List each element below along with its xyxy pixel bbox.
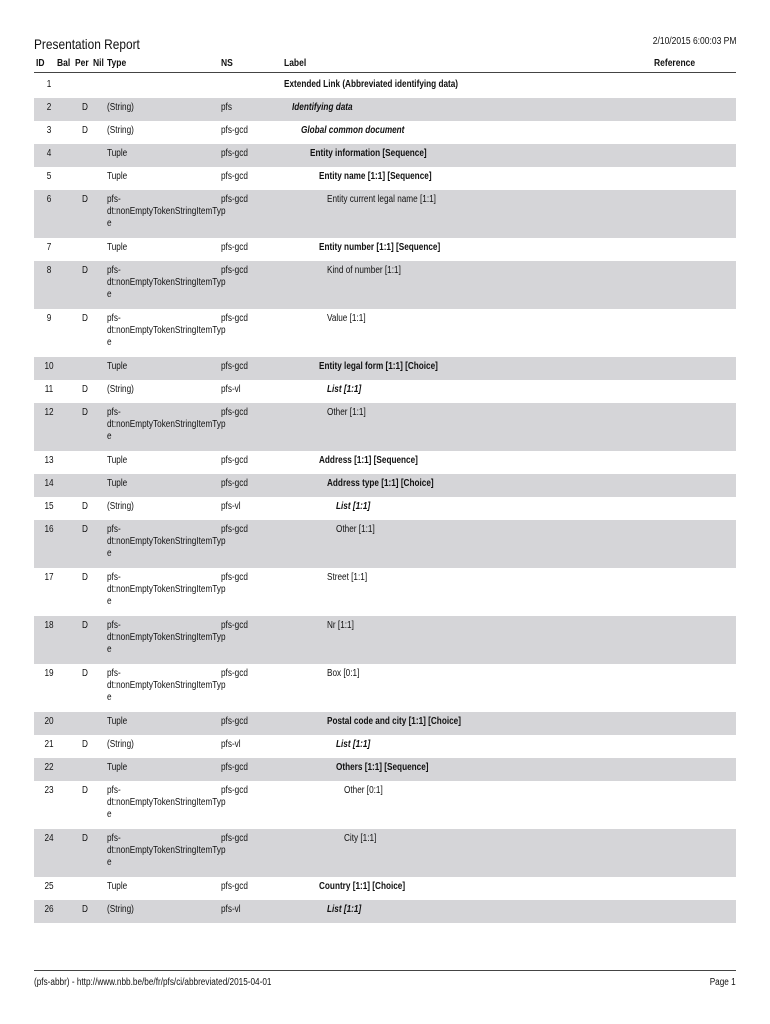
table-row — [34, 98, 736, 121]
col-header-nil: Nil — [93, 58, 104, 69]
row-type: Tuple — [107, 361, 128, 372]
row-id: 12 — [44, 407, 54, 418]
table-row — [34, 121, 736, 144]
row-id: 19 — [44, 668, 54, 679]
row-id: 2 — [46, 102, 52, 113]
row-type: pfs- dt:nonEmptyTokenStringItemTyp e — [107, 668, 226, 703]
row-bal: D — [82, 384, 88, 395]
row-label: Value [1:1] — [327, 313, 366, 324]
row-id: 17 — [44, 572, 54, 583]
table-row — [34, 781, 736, 829]
row-label: Nr [1:1] — [327, 620, 354, 631]
row-ns: pfs-gcd — [221, 524, 248, 535]
table-row — [34, 144, 736, 167]
row-id: 23 — [44, 785, 54, 796]
row-type: pfs- dt:nonEmptyTokenStringItemTyp e — [107, 785, 226, 820]
row-id: 11 — [44, 384, 54, 395]
row-bal: D — [82, 668, 88, 679]
row-type: Tuple — [107, 881, 128, 892]
row-type: Tuple — [107, 716, 128, 727]
table-row — [34, 190, 736, 238]
row-label: Address [1:1] [Sequence] — [319, 455, 418, 466]
row-bal: D — [82, 739, 88, 750]
row-ns: pfs-gcd — [221, 668, 248, 679]
table-row — [34, 568, 736, 616]
row-type: (String) — [107, 739, 134, 750]
report-timestamp: 2/10/2015 6:00:03 PM — [652, 36, 736, 47]
table-row — [34, 877, 736, 900]
row-bal: D — [82, 572, 88, 583]
row-label: Extended Link (Abbreviated identifying data) — [284, 79, 459, 90]
report-table-body — [34, 75, 736, 923]
row-bal: D — [82, 501, 88, 512]
row-ns: pfs-gcd — [221, 194, 248, 205]
row-type: Tuple — [107, 171, 128, 182]
row-id: 3 — [46, 125, 52, 136]
table-row — [34, 520, 736, 568]
row-ns: pfs-vl — [221, 501, 241, 512]
row-label: Entity current legal name [1:1] — [327, 194, 436, 205]
row-ns: pfs-gcd — [221, 265, 248, 276]
row-type: pfs- dt:nonEmptyTokenStringItemTyp e — [107, 194, 226, 229]
row-id: 4 — [46, 148, 52, 159]
row-ns: pfs-gcd — [221, 881, 248, 892]
col-header-ns: NS — [221, 58, 233, 69]
row-ns: pfs-gcd — [221, 572, 248, 583]
row-label: Country [1:1] [Choice] — [319, 881, 406, 892]
row-ns: pfs-vl — [221, 739, 241, 750]
row-type: pfs- dt:nonEmptyTokenStringItemTyp e — [107, 833, 226, 868]
header-divider — [34, 72, 736, 73]
table-row — [34, 829, 736, 877]
row-id: 10 — [44, 361, 54, 372]
row-ns: pfs-gcd — [221, 242, 248, 253]
footer-divider — [34, 970, 736, 971]
table-row — [34, 735, 736, 758]
footer-page-number: Page 1 — [710, 977, 736, 988]
row-label: Postal code and city [1:1] [Choice] — [327, 716, 461, 727]
row-bal: D — [82, 904, 88, 915]
row-type: pfs- dt:nonEmptyTokenStringItemTyp e — [107, 407, 226, 442]
row-id: 14 — [44, 478, 54, 489]
row-bal: D — [82, 620, 88, 631]
row-ns: pfs-gcd — [221, 833, 248, 844]
row-label: Kind of number [1:1] — [327, 265, 401, 276]
row-id: 24 — [44, 833, 54, 844]
row-bal: D — [82, 833, 88, 844]
table-header — [34, 58, 736, 72]
row-ns: pfs — [221, 102, 232, 113]
table-row — [34, 167, 736, 190]
table-row — [34, 616, 736, 664]
row-ns: pfs-gcd — [221, 361, 248, 372]
row-type: (String) — [107, 384, 134, 395]
row-label: List [1:1] — [336, 739, 371, 750]
row-ns: pfs-gcd — [221, 455, 248, 466]
row-bal: D — [82, 194, 88, 205]
row-label: Street [1:1] — [327, 572, 368, 583]
row-id: 13 — [44, 455, 54, 466]
row-id: 6 — [46, 194, 52, 205]
row-type: Tuple — [107, 762, 128, 773]
row-type: pfs- dt:nonEmptyTokenStringItemTyp e — [107, 620, 226, 655]
table-row — [34, 900, 736, 923]
table-row — [34, 309, 736, 357]
table-row — [34, 474, 736, 497]
table-row — [34, 497, 736, 520]
row-type: (String) — [107, 501, 134, 512]
row-id: 16 — [44, 524, 54, 535]
row-type: Tuple — [107, 478, 128, 489]
footer-source: (pfs-abbr) - http://www.nbb.be/be/fr/pfs/ci/abbreviated/2015-04-01 — [34, 977, 272, 988]
row-type: pfs- dt:nonEmptyTokenStringItemTyp e — [107, 265, 226, 300]
row-bal: D — [82, 125, 88, 136]
row-bal: D — [82, 785, 88, 796]
row-id: 20 — [44, 716, 54, 727]
row-label: Entity number [1:1] [Sequence] — [319, 242, 441, 253]
row-label: List [1:1] — [336, 501, 371, 512]
col-header-per: Per — [75, 58, 89, 69]
table-row — [34, 758, 736, 781]
row-id: 25 — [44, 881, 54, 892]
row-label: List [1:1] — [327, 904, 362, 915]
row-label: City [1:1] — [344, 833, 377, 844]
row-ns: pfs-gcd — [221, 478, 248, 489]
row-type: Tuple — [107, 242, 128, 253]
row-type: pfs- dt:nonEmptyTokenStringItemTyp e — [107, 313, 226, 348]
table-row — [34, 712, 736, 735]
col-header-type: Type — [107, 58, 127, 69]
table-row — [34, 357, 736, 380]
row-label: List [1:1] — [327, 384, 362, 395]
row-type: Tuple — [107, 148, 128, 159]
col-header-label: Label — [284, 58, 307, 69]
row-id: 8 — [46, 265, 52, 276]
page-title: Presentation Report — [34, 36, 140, 52]
table-row — [34, 238, 736, 261]
row-id: 22 — [44, 762, 54, 773]
row-label: Global common document — [301, 125, 405, 136]
row-label: Other [0:1] — [344, 785, 383, 796]
table-row — [34, 261, 736, 309]
row-bal: D — [82, 102, 88, 113]
row-type: (String) — [107, 102, 134, 113]
row-type: pfs- dt:nonEmptyTokenStringItemTyp e — [107, 524, 226, 559]
table-row — [34, 451, 736, 474]
row-ns: pfs-gcd — [221, 125, 248, 136]
row-id: 26 — [44, 904, 54, 915]
row-type: Tuple — [107, 455, 128, 466]
row-type: (String) — [107, 125, 134, 136]
table-row — [34, 380, 736, 403]
row-id: 18 — [44, 620, 54, 631]
row-bal: D — [82, 407, 88, 418]
table-row — [34, 664, 736, 712]
row-label: Entity legal form [1:1] [Choice] — [319, 361, 438, 372]
row-label: Entity name [1:1] [Sequence] — [319, 171, 432, 182]
col-header-bal: Bal — [57, 58, 71, 69]
row-ns: pfs-gcd — [221, 171, 248, 182]
row-label: Others [1:1] [Sequence] — [336, 762, 429, 773]
row-ns: pfs-gcd — [221, 148, 248, 159]
row-type: (String) — [107, 904, 134, 915]
row-label: Other [1:1] — [327, 407, 366, 418]
table-row — [34, 75, 736, 98]
row-label: Address type [1:1] [Choice] — [327, 478, 434, 489]
row-id: 9 — [46, 313, 52, 324]
row-bal: D — [82, 313, 88, 324]
row-id: 15 — [44, 501, 54, 512]
row-ns: pfs-gcd — [221, 762, 248, 773]
row-ns: pfs-gcd — [221, 313, 248, 324]
row-id: 21 — [44, 739, 54, 750]
row-ns: pfs-gcd — [221, 716, 248, 727]
row-ns: pfs-gcd — [221, 785, 248, 796]
row-type: pfs- dt:nonEmptyTokenStringItemTyp e — [107, 572, 226, 607]
row-id: 7 — [46, 242, 52, 253]
col-header-reference: Reference — [654, 58, 696, 69]
row-label: Box [0:1] — [327, 668, 360, 679]
row-id: 5 — [46, 171, 52, 182]
row-ns: pfs-vl — [221, 384, 241, 395]
table-row — [34, 403, 736, 451]
row-ns: pfs-gcd — [221, 620, 248, 631]
row-id: 1 — [46, 79, 52, 90]
row-label: Other [1:1] — [336, 524, 375, 535]
row-bal: D — [82, 524, 88, 535]
row-label: Entity information [Sequence] — [310, 148, 427, 159]
col-header-id: ID — [36, 58, 45, 69]
row-ns: pfs-gcd — [221, 407, 248, 418]
row-label: Identifying data — [292, 102, 353, 113]
row-bal: D — [82, 265, 88, 276]
row-ns: pfs-vl — [221, 904, 241, 915]
